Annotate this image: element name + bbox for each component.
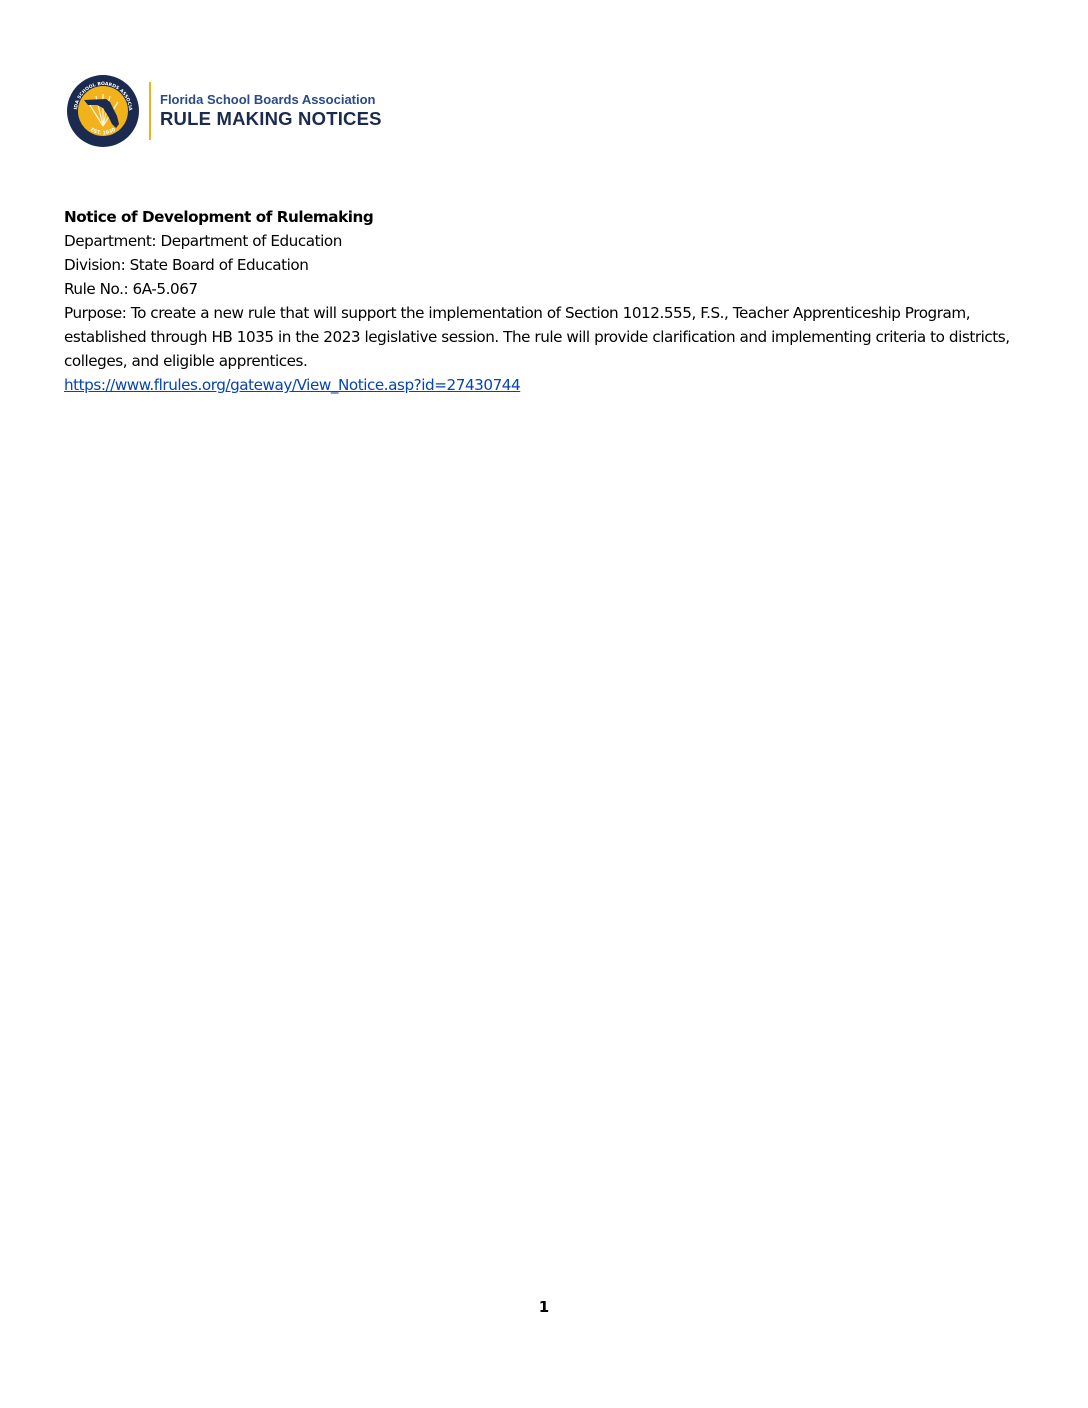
fsba-seal-icon [66, 74, 140, 148]
org-name: Florida School Boards Association [160, 92, 376, 107]
notice-link[interactable]: https://www.flrules.org/gateway/View_Notice.asp?id=27430744 [64, 376, 521, 394]
header-logo [66, 74, 426, 148]
seal-text: IDA SCHOOL BOARDS ASSOCIA [74, 81, 133, 111]
notice-title: Notice of Development of Rulemaking [64, 208, 374, 226]
page-number: 1 [538, 1298, 550, 1316]
header-subtitle: RULE MAKING NOTICES [160, 108, 382, 129]
seal-est-text: EST. 1930 [89, 126, 117, 137]
notice-purpose: Purpose: To create a new rule that will support the implementation of Section 1012.555, F.S., Teacher Apprenticeship Program, established through HB 1035 in the 2023 legislative session. The rule will provide clarification and implementing criteria to districts, colleges, and eligible apprentices. [64, 304, 1010, 370]
notice-rule-number: Rule No.: 6A-5.067 [64, 280, 198, 298]
notice-body [64, 205, 1014, 397]
header-divider [149, 82, 151, 140]
notice-department: Department: Department of Education [64, 232, 342, 250]
notice-division: Division: State Board of Education [64, 256, 309, 274]
